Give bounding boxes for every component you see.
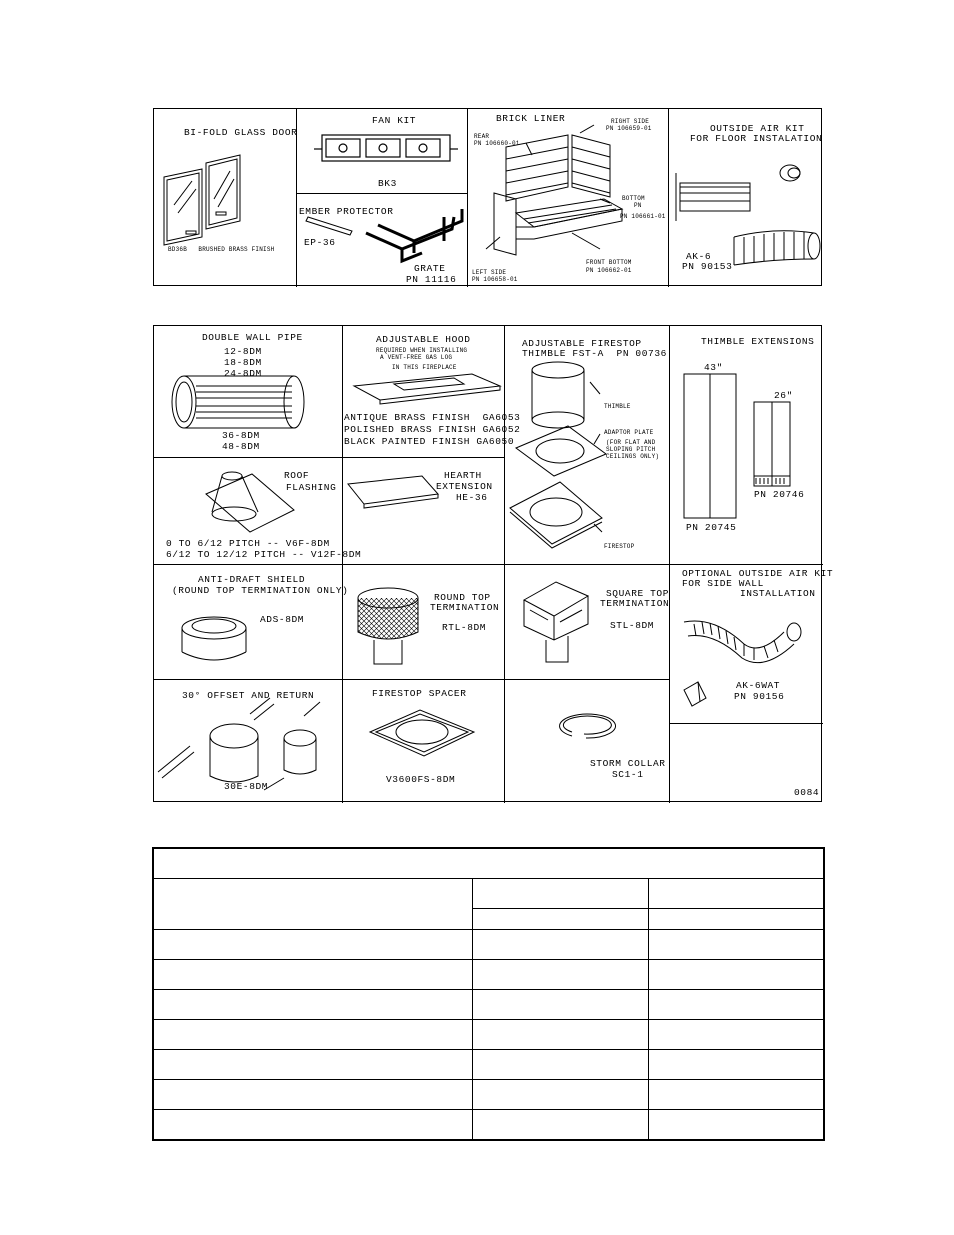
table-cell (472, 930, 648, 960)
pipe-size-12: 12-8DM (224, 346, 262, 357)
antidraft-part: ADS-8DM (260, 614, 305, 625)
table-cell (472, 1080, 648, 1110)
table-cell (649, 990, 824, 1020)
side-air-pn: PN 90156 (734, 691, 785, 702)
pipe-title: DOUBLE WALL PIPE (202, 332, 303, 343)
brick-front-pn: PN 106662-01 (586, 267, 632, 274)
round-top-part: RTL-8DM (442, 622, 487, 633)
table-cell (649, 960, 824, 990)
table-cell (472, 990, 648, 1020)
table-cell (649, 909, 824, 930)
hood-note-3: IN THIS FIREPLACE (392, 364, 457, 371)
fan-kit-part: BK3 (378, 178, 397, 189)
table-row (153, 1050, 824, 1080)
brick-liner-title: BRICK LINER (496, 113, 566, 124)
table-cell (153, 1020, 472, 1050)
table-row (153, 930, 824, 960)
brick-bottom-pn: PN 106661-01 (620, 213, 666, 220)
hood-finish-3: BLACK PAINTED FINISH GA6050 (344, 436, 515, 447)
specification-table (152, 847, 825, 1141)
round-top-title-2: TERMINATION (430, 602, 500, 613)
hearth-title-2: EXTENSION (436, 481, 493, 492)
table-cell (472, 879, 648, 909)
offset-part: 30E-8DM (224, 781, 269, 792)
brick-front-label: FRONT BOTTOM (586, 259, 632, 266)
thimble-ext-pn-a: PN 20745 (686, 522, 737, 533)
outside-air-floor-pn: PN 90153 (682, 261, 733, 272)
pipe-size-48: 48-8DM (222, 441, 260, 452)
brick-left-pn: PN 106658-01 (472, 276, 518, 283)
antidraft-title-2: (ROUND TOP TERMINATION ONLY) (172, 585, 349, 596)
table-title-row (153, 848, 824, 879)
grate-label: GRATE (414, 263, 446, 274)
firestop-thimble-label: THIMBLE (604, 403, 631, 410)
drawing-number: 0084 (794, 787, 820, 798)
table-cell (472, 1050, 648, 1080)
side-air-title-1: OPTIONAL OUTSIDE AIR KIT (682, 568, 834, 579)
side-air-part: AK-6WAT (736, 680, 781, 691)
pipe-size-18: 18-8DM (224, 357, 262, 368)
side-air-title-3: INSTALLATION (740, 588, 816, 599)
brick-rear-pn: PN 106660-01 (474, 140, 520, 147)
table-cell (153, 1080, 472, 1110)
antidraft-title-1: ANTI-DRAFT SHIELD (198, 574, 306, 585)
accessory-kits-panel (153, 108, 822, 286)
outside-air-floor-title-2: FOR FLOOR INSTALATION (690, 133, 823, 144)
table-cell (649, 930, 824, 960)
table-header-row (153, 879, 824, 909)
hood-note-1: REQUIRED WHEN INSTALLING (376, 347, 468, 354)
table-row (153, 990, 824, 1020)
table-cell (649, 879, 824, 909)
table-cell (472, 909, 648, 930)
vent-components-panel (153, 325, 834, 802)
thimble-ext-len-a: 43" (704, 362, 723, 373)
hood-finish-2: POLISHED BRASS FINISH GA6052 (344, 424, 521, 435)
thimble-ext-len-b: 26" (774, 390, 793, 401)
bifold-caption: BD36B BRUSHED BRASS FINISH (168, 246, 275, 253)
square-top-title-2: TERMINATION (600, 598, 670, 609)
brick-right-label: RIGHT SIDE (611, 118, 650, 125)
offset-title: 30° OFFSET AND RETURN (182, 690, 315, 701)
firestop-title-1: ADJUSTABLE FIRESTOP (522, 338, 642, 349)
table-cell (153, 990, 472, 1020)
table-cell (153, 848, 824, 879)
table-row (153, 960, 824, 990)
square-top-part: STL-8DM (610, 620, 655, 631)
firestop-adapter-note-1: (FOR FLAT AND (606, 439, 656, 446)
pipe-size-36: 36-8DM (222, 430, 260, 441)
ember-protector-part: EP-36 (304, 237, 336, 248)
hood-title: ADJUSTABLE HOOD (376, 334, 471, 345)
storm-collar-drawing (154, 326, 823, 803)
table-cell (153, 1110, 472, 1141)
table-cell (649, 1050, 824, 1080)
firestop-adapter-note-2: SLOPING PITCH (606, 446, 656, 453)
hood-note-2: A VENT-FREE GAS LOG (380, 354, 453, 361)
round-top-title-1: ROUND TOP (434, 592, 491, 603)
table-cell (649, 1110, 824, 1141)
thimble-ext-pn-b: PN 20746 (754, 489, 805, 500)
table-cell (153, 960, 472, 990)
ember-protector-title: EMBER PROTECTOR (299, 206, 394, 217)
brick-bottom-label: BOTTOM (622, 195, 645, 202)
table-cell (153, 879, 472, 930)
hearth-part: HE-36 (456, 492, 488, 503)
brick-bottom-pn-label: PN (634, 202, 642, 209)
hearth-title-1: HEARTH (444, 470, 482, 481)
firestop-title-2: THIMBLE FST-A PN 00736 (522, 348, 667, 359)
storm-collar-title-2: SC1-1 (612, 769, 644, 780)
outside-air-floor-title-1: OUTSIDE AIR KIT (710, 123, 805, 134)
table-row (153, 1080, 824, 1110)
table-cell (649, 1080, 824, 1110)
roof-title-2: FLASHING (286, 482, 337, 493)
roof-pitch-2: 6/12 TO 12/12 PITCH -- V12F-8DM (166, 549, 362, 560)
brick-rear-label: REAR (474, 133, 490, 140)
brick-left-label: LEFT SIDE (472, 269, 507, 276)
roof-title-1: ROOF (284, 470, 310, 481)
firestop-firestop-label: FIRESTOP (604, 543, 635, 550)
square-top-title-1: SQUARE TOP (606, 588, 670, 599)
bifold-title: BI-FOLD GLASS DOOR (184, 127, 298, 138)
outside-air-floor-part: AK-6 (686, 251, 712, 262)
side-air-title-2: FOR SIDE WALL (682, 578, 764, 589)
spacer-part: V3600FS-8DM (386, 774, 456, 785)
spacer-title: FIRESTOP SPACER (372, 688, 467, 699)
table-row (153, 1020, 824, 1050)
storm-collar-title-1: STORM COLLAR (590, 758, 666, 769)
firestop-adapter-label: ADAPTOR PLATE (604, 429, 654, 436)
table-cell (649, 1020, 824, 1050)
fan-kit-title: FAN KIT (372, 115, 417, 126)
table-cell (472, 1110, 648, 1141)
firestop-adapter-note-3: CEILINGS ONLY) (606, 453, 660, 460)
brick-right-pn: PN 106659-01 (606, 125, 652, 132)
hood-finish-1: ANTIQUE BRASS FINISH GA6053 (344, 412, 521, 423)
roof-pitch-1: 0 TO 6/12 PITCH -- V6F-8DM (166, 538, 330, 549)
table-row (153, 1110, 824, 1141)
table-cell (472, 1020, 648, 1050)
pipe-size-24: 24-8DM (224, 368, 262, 379)
grate-pn: PN 11116 (406, 274, 457, 285)
table-cell (153, 930, 472, 960)
thimble-ext-title: THIMBLE EXTENSIONS (701, 336, 815, 347)
table-cell (153, 1050, 472, 1080)
table-cell (472, 960, 648, 990)
